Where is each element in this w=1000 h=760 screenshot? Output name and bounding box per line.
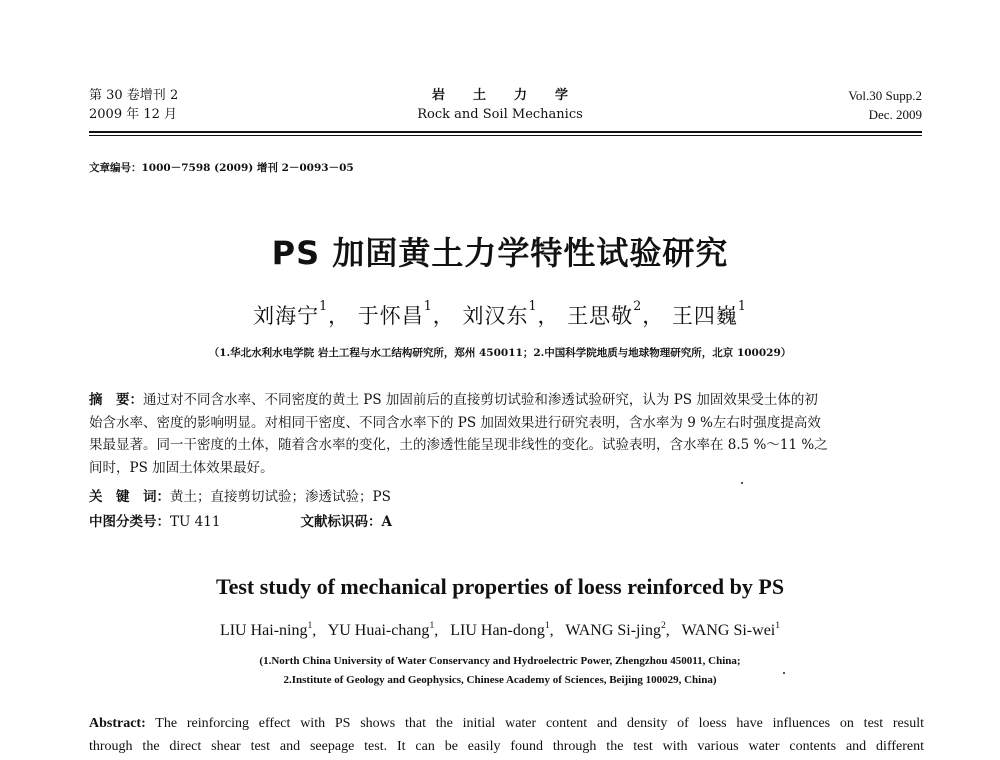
author-affiliation-mark: 1 xyxy=(737,298,747,313)
author-cn: 于怀昌 xyxy=(357,304,424,328)
journal-name-cn: 岩土力学 xyxy=(431,88,596,103)
title-cn: PS 加固黄土力学特性试验研究 xyxy=(271,234,729,272)
journal-name-en: Rock and Soil Mechanics xyxy=(417,107,583,122)
authors-cn: 刘海宁$^1$， 于怀昌$^1$， 刘汉东$^1$， 王思敬$^2$， 王四巍$^1$ xyxy=(253,298,747,328)
author-cn: 刘汉东 xyxy=(462,304,529,328)
running-header-center xyxy=(380,86,620,124)
clc-number: TU 411 xyxy=(170,514,221,530)
abstract-cn xyxy=(89,389,924,479)
abstract-line-cn: 间时，PS 加固土体效果最好。 xyxy=(89,459,274,476)
scan-speck xyxy=(783,672,785,674)
clc-label: 中图分类号： xyxy=(89,514,170,530)
doc-code-label: 文献标识码： xyxy=(300,514,382,530)
author-affiliation-mark: 1 xyxy=(307,620,313,631)
abstract-line-en: through the direct shear test and seepage test. It can be easily found through the test with various water contents and different xyxy=(89,739,924,754)
author-en: LIU Hai-ning xyxy=(219,622,308,639)
author-affiliation-mark: 1 xyxy=(423,298,433,313)
keywords-text-cn: 黄土；直接剪切试验；渗透试验；PS xyxy=(170,489,391,505)
abstract-en xyxy=(89,712,924,758)
author-affiliation-mark: 1 xyxy=(544,620,550,631)
header-rule-thin xyxy=(89,135,922,136)
doc-code: A xyxy=(381,514,392,530)
running-header-left xyxy=(89,86,178,124)
abstract-text-en: The reinforcing effect with PS shows that the initial water content and density of loess have influences on test result xyxy=(145,716,924,731)
author-affiliation-mark: 2 xyxy=(660,620,666,631)
author-en: YU Huai-chang xyxy=(327,622,430,639)
authors-en: LIU Hai-ning$^1$, YU Huai-chang$^1$, LIU Han-dong$^1$, WANG Si-jing$^2$, WANG Si-wei$^1$ xyxy=(219,620,781,639)
classification-cn xyxy=(89,511,924,533)
publication-date: 2009 年 12 月 xyxy=(89,107,178,122)
author-affiliation-mark: 1 xyxy=(775,620,781,631)
affiliation-en-1: (1.North China University of Water Conservancy and Hydroelectric Power, Zhengzhou 450011, China; xyxy=(259,655,741,667)
author-en: LIU Han-dong xyxy=(450,622,545,639)
keywords-label-cn: 关 键 词： xyxy=(89,489,170,505)
author-affiliation-mark: 1 xyxy=(528,298,538,313)
abstract-line-en xyxy=(89,712,924,735)
abstract-label-cn: 摘 要： xyxy=(89,392,143,408)
author-cn: 刘海宁 xyxy=(253,304,320,328)
author-cn: 王思敬 xyxy=(567,304,634,328)
publication-date-en: Dec. 2009 xyxy=(868,107,922,122)
author-affiliation-mark: 1 xyxy=(429,620,435,631)
abstract-label-en: Abstract: xyxy=(89,716,146,731)
author-affiliation-mark: 2 xyxy=(633,298,643,313)
author-affiliation-mark: 1 xyxy=(319,298,329,313)
abstract-line-cn: 通过对不同含水率、不同密度的黄土 PS 加固前后的直接剪切试验和渗透试验研究，认为 PS 加固效果受土体的初 xyxy=(143,392,818,408)
volume-issue: 第 30 卷增刊 2 xyxy=(89,88,179,103)
header-rule-thick xyxy=(89,131,922,133)
keywords-cn xyxy=(89,486,924,508)
author-en: WANG Si-jing xyxy=(565,622,661,639)
abstract-line-cn: 果最显著。同一干密度的土体，随着含水率的变化，土的渗透性能呈现非线性的变化。试验表明，含水率在 8.5 %～11 %之 xyxy=(89,437,828,453)
article-number: 文章编号：1000－7598 (2009) 增刊 2－0093－05 xyxy=(89,162,354,174)
affiliations-en xyxy=(0,652,1000,690)
scan-speck xyxy=(741,482,743,484)
author-en: WANG Si-wei xyxy=(681,622,776,639)
running-header-right xyxy=(848,86,922,124)
affiliation-en-2: 2.Institute of Geology and Geophysics, Chinese Academy of Sciences, Beijing 100029, China) xyxy=(283,674,717,686)
abstract-line-cn: 始含水率、密度的影响明显。对相同干密度、不同含水率下的 PS 加固效果进行研究表明，含水率为 9 %左右时强度提高效 xyxy=(89,414,821,431)
author-cn: 王四巍 xyxy=(671,304,738,328)
volume-issue-en: Vol.30 Supp.2 xyxy=(848,88,922,103)
title-en: Test study of mechanical properties of loess reinforced by PS xyxy=(215,574,785,599)
affiliations-cn: （1.华北水利水电学院 岩土工程与水工结构研究所，郑州 450011；2.中国科学院地质与地球物理研究所，北京 100029） xyxy=(208,347,792,359)
